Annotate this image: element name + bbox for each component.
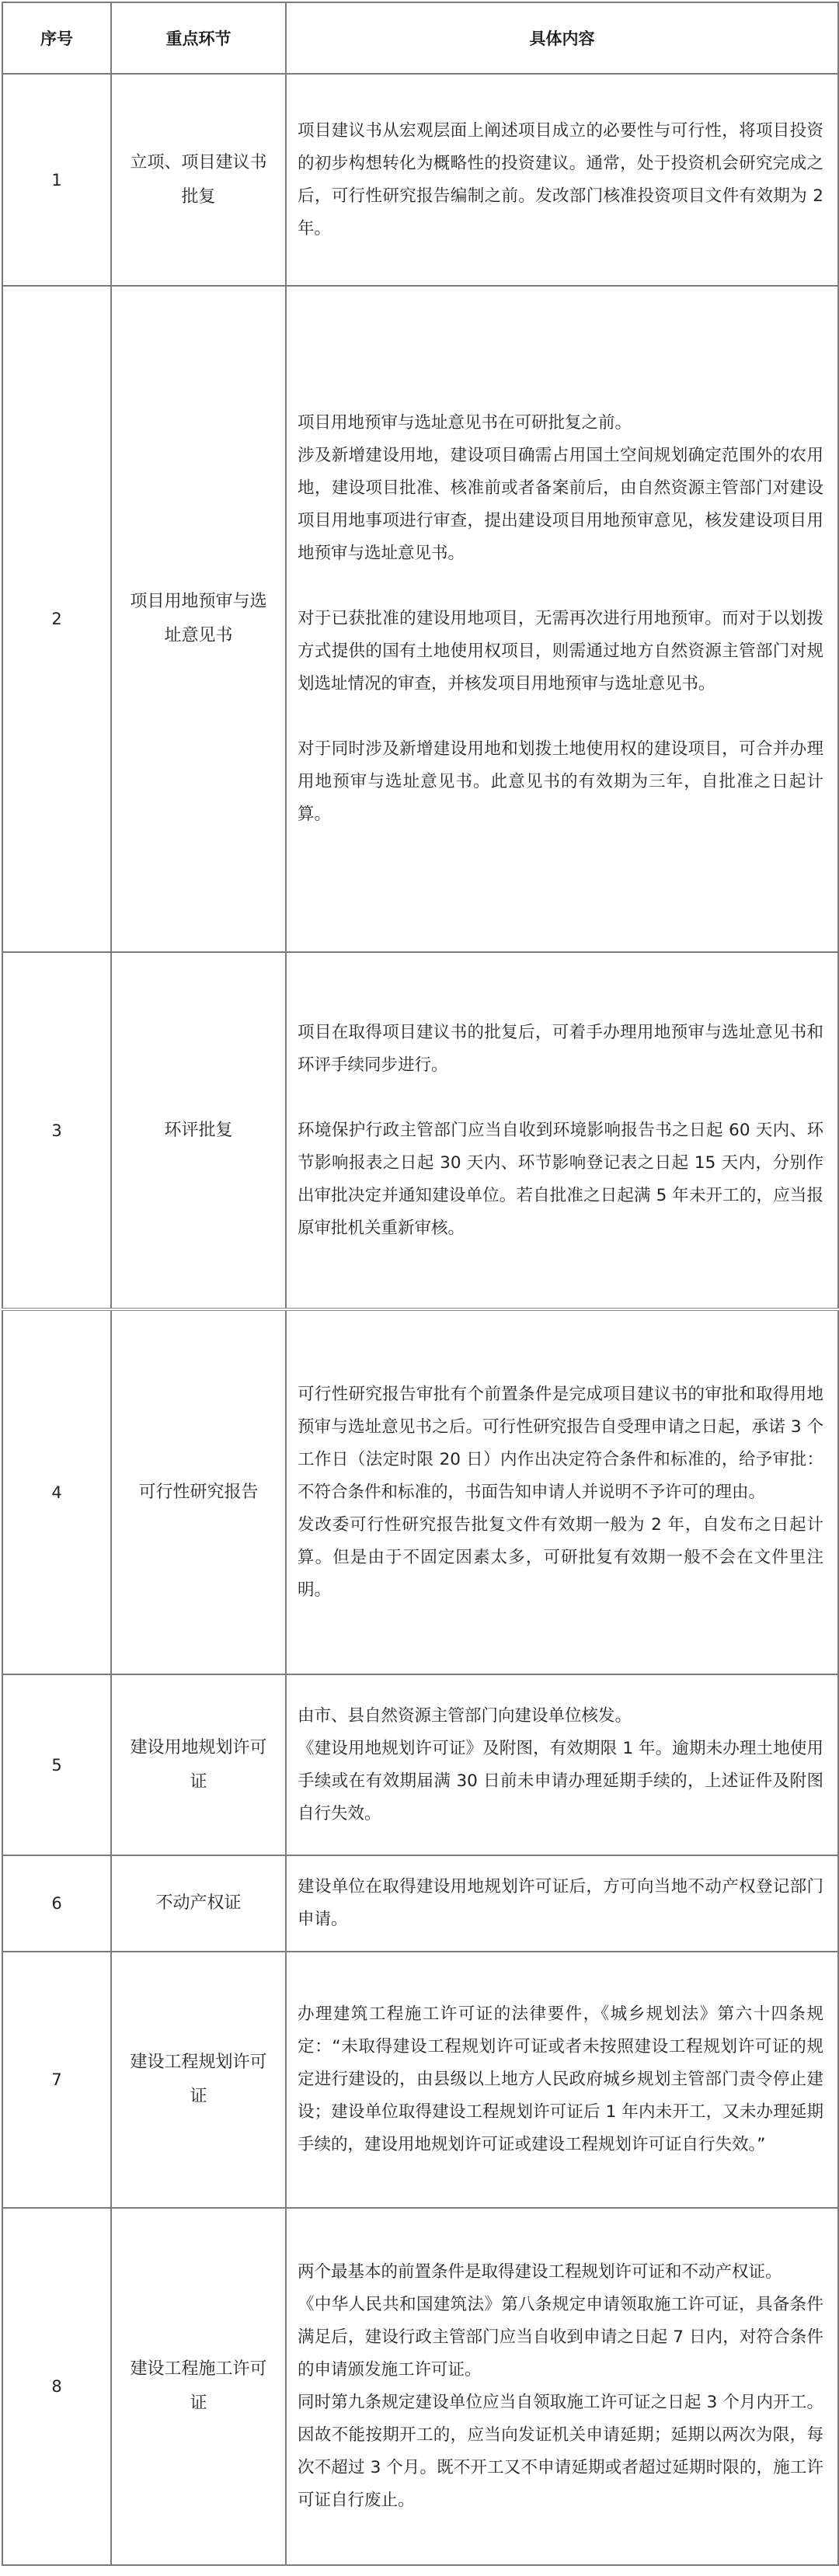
row-stage: 环评批复 — [111, 952, 286, 1309]
row-number: 7 — [2, 1952, 111, 2208]
content-paragraph: 项目用地预审与选址意见书在可研批复之前。 — [298, 413, 632, 433]
table-row — [2, 1674, 838, 1855]
content-paragraph: 发改委可行性研究报告批复文件有效期一般为 2 年，自发布之日起计算。但是由于不固定因素太多，可研批复有效期一般不会在文件里注明。 — [298, 1514, 823, 1600]
table-row — [2, 2208, 838, 2565]
table-row — [2, 286, 838, 952]
table-row — [2, 1952, 838, 2208]
row-number: 8 — [2, 2208, 111, 2565]
row-number: 1 — [2, 74, 111, 286]
row-stage: 项目用地预审与选址意见书 — [111, 286, 286, 952]
row-content — [286, 1674, 838, 1855]
row-stage: 可行性研究报告 — [111, 1309, 286, 1674]
content-paragraph: 《中华人民共和国建筑法》第八条规定申请领取施工许可证，具备条件满足后，建设行政主管部门应当自收到申请之日起 7 日内，对符合条件的申请颁发施工许可证。 — [298, 2295, 823, 2380]
row-content — [286, 2208, 838, 2565]
table-row — [2, 1855, 838, 1952]
table-row — [2, 952, 838, 1309]
content-paragraph: 同时第九条规定建设单位应当自领取施工许可证之日起 3 个月内开工。因故不能按期开工的，应当向发证机关申请延期；延期以两次为限，每次不超过 3 个月。既不开工又不申请延期或者超过延期时限的，施工许可证自行废止。 — [298, 2393, 823, 2510]
content-paragraph: 对于同时涉及新增建设用地和划拨土地使用权的建设项目，可合并办理用地预审与选址意见书。此意见书的有效期为三年，自批准之日起计算。 — [298, 739, 823, 824]
row-content — [286, 286, 838, 952]
row-number: 6 — [2, 1855, 111, 1952]
content-paragraph: 建设单位在取得建设用地规划许可证后，方可向当地不动产权登记部门申请。 — [298, 1877, 823, 1929]
content-paragraph: 对于已获批准的建设用地项目，无需再次进行用地预审。而对于以划拨方式提供的国有土地使用权项目，则需通过地方自然资源主管部门对规划选址情况的审查，并核发项目用地预审与选址意见书。 — [298, 609, 823, 694]
row-stage: 不动产权证 — [111, 1855, 286, 1952]
row-content — [286, 1855, 838, 1952]
content-paragraph: 项目在取得项目建议书的批复后，可着手办理用地预审与选址意见书和环评手续同步进行。 — [298, 1022, 823, 1075]
row-content — [286, 1309, 838, 1674]
header-number: 序号 — [2, 2, 111, 74]
content-paragraph: 由市、县自然资源主管部门向建设单位核发。 — [298, 1705, 632, 1726]
row-content — [286, 1952, 838, 2208]
table-header-row — [2, 2, 838, 74]
table-row — [2, 1309, 838, 1674]
content-paragraph: 可行性研究报告审批有个前置条件是完成项目建议书的审批和取得用地预审与选址意见书之后。可行性研究报告自受理申请之日起，承诺 3 个工作日（法定时限 20 日）内作出决定符合条件和标准的，给予审批：不符合条件和标准的，书面告知申请人并说明不予许可的理由。 — [298, 1384, 823, 1502]
content-paragraph: 办理建筑工程施工许可证的法律要件，《城乡规划法》第六十四条规定：“未取得建设工程规划许可证或者未按照建设工程规划许可证的规定进行建设的，由县级以上地方人民政府城乡规划主管部门责令停止建设；建设单位取得建设工程规划许可证后 1 年内未开工，又未办理延期手续的，建设用地规划许可证或建设工程规划许可证自行失效。” — [298, 2004, 823, 2154]
content-paragraph: 《建设用地规划许可证》及附图，有效期限 1 年。逾期未办理土地使用手续或在有效期届满 30 日前未申请办理延期手续的，上述证件及附图自行失效。 — [298, 1738, 823, 1823]
header-content: 具体内容 — [286, 2, 838, 74]
content-paragraph: 两个最基本的前置条件是取得建设工程规划许可证和不动产权证。 — [298, 2262, 782, 2282]
row-stage: 建设工程规划许可证 — [111, 1952, 286, 2208]
row-stage: 建设用地规划许可证 — [111, 1674, 286, 1855]
row-number: 5 — [2, 1674, 111, 1855]
row-content — [286, 74, 838, 286]
row-stage: 立项、项目建议书批复 — [111, 74, 286, 286]
header-stage: 重点环节 — [111, 2, 286, 74]
row-number: 4 — [2, 1309, 111, 1674]
content-paragraph: 环境保护行政主管部门应当自收到环境影响报告书之日起 60 天内、环节影响报表之日起 30 天内、环节影响登记表之日起 15 天内，分别作出审批决定并通知建设单位。若自批准之日起满 5 年未开工的，应当报原审批机关重新审核。 — [298, 1120, 823, 1238]
row-stage: 建设工程施工许可证 — [111, 2208, 286, 2565]
row-content — [286, 952, 838, 1309]
content-paragraph: 项目建议书从宏观层面上阐述项目成立的必要性与可行性，将项目投资的初步构想转化为概略性的投资建议。通常，处于投资机会研究完成之后，可行性研究报告编制之前。发改部门核准投资项目文件有效期为 2 年。 — [298, 120, 823, 238]
row-number: 2 — [2, 286, 111, 952]
table-row — [2, 74, 838, 286]
content-paragraph: 涉及新增建设用地，建设项目确需占用国土空间规划确定范围外的农用地，建设项目批准、核准前或者备案前后，由自然资源主管部门对建设项目用地事项进行审查，提出建设项目用地预审意见，核发建设项目用地预审与选址意见书。 — [298, 446, 823, 563]
row-number: 3 — [2, 952, 111, 1309]
procedure-table — [2, 2, 839, 2566]
